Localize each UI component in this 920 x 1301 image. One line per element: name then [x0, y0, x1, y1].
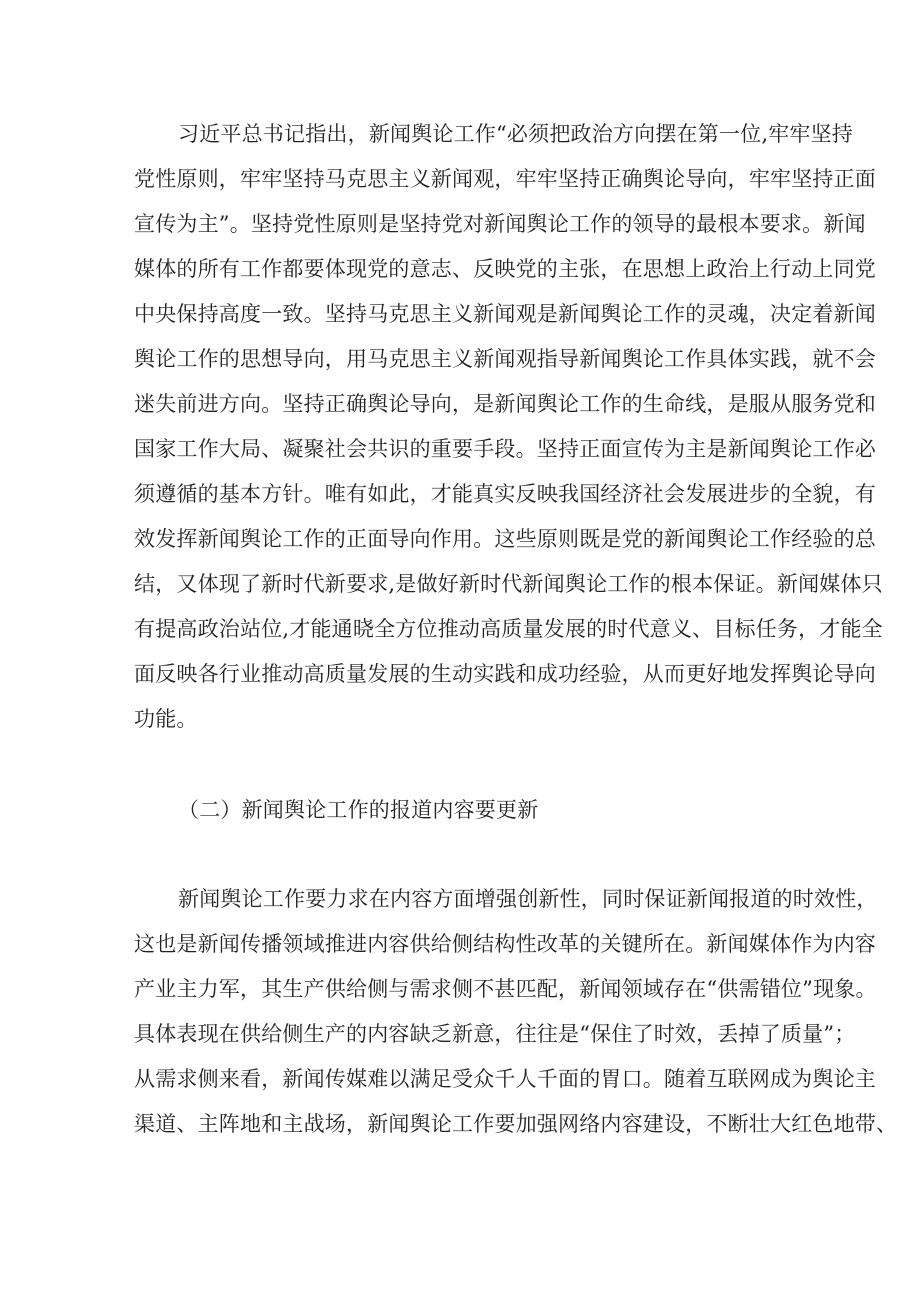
- paragraph-1-line: 国家工作大局、凝聚社会共识的重要手段。坚持正面宣传为主是新闻舆论工作必: [134, 437, 876, 461]
- paragraph-2-line: 具体表现在供给侧生产的内容缺乏新意，往往是“保住了时效，丢掉了质量”；: [134, 1022, 856, 1046]
- paragraph-2-line: 这也是新闻传播领域推进内容供给侧结构性改革的关键所在。新闻媒体作为内容: [134, 932, 876, 956]
- paragraph-2-line: 产业主力军，其生产供给侧与需求侧不甚匹配，新闻领域存在“供需错位”现象。: [134, 977, 877, 1001]
- section-heading: （二）新闻舆论工作的报道内容要更新: [178, 798, 539, 822]
- paragraph-2-line: 新闻舆论工作要力求在内容方面增强创新性，同时保证新闻报道的时效性，: [178, 887, 878, 911]
- paragraph-1-line: 功能。: [134, 707, 198, 731]
- paragraph-2-line: 从需求侧来看，新闻传媒难以满足受众千人千面的胃口。随着互联网成为舆论主: [134, 1067, 876, 1091]
- paragraph-1-line: 舆论工作的思想导向，用马克思主义新闻观指导新闻舆论工作具体实践，就不会: [134, 347, 876, 371]
- paragraph-1-line: 中央保持高度一致。坚持马克思主义新闻观是新闻舆论工作的灵魂，决定着新闻: [134, 302, 876, 326]
- paragraph-1-line: 党性原则，牢牢坚持马克思主义新闻观，牢牢坚持正确舆论导向，牢牢坚持正面: [134, 167, 876, 191]
- paragraph-1-line: 迷失前进方向。坚持正确舆论导向，是新闻舆论工作的生命线，是服从服务党和: [134, 392, 876, 416]
- paragraph-1-line: 宣传为主”。坚持党性原则是坚持党对新闻舆论工作的领导的最根本要求。新闻: [134, 212, 866, 236]
- paragraph-1-line: 结，又体现了新时代新要求,是做好新时代新闻舆论工作的根本保证。新闻媒体只: [134, 572, 883, 596]
- paragraph-1-line: 面反映各行业推动高质量发展的生动实践和成功经验，从而更好地发挥舆论导向: [134, 662, 876, 686]
- paragraph-2-line: 渠道、主阵地和主战场，新闻舆论工作要加强网络内容建设，不断壮大红色地带、: [134, 1112, 898, 1136]
- paragraph-1-line: 效发挥新闻舆论工作的正面导向作用。这些原则既是党的新闻舆论工作经验的总: [134, 527, 876, 551]
- paragraph-1-line: 有提高政治站位,才能通晓全方位推动高质量发展的时代意义、目标任务，才能全: [134, 617, 883, 641]
- paragraph-1-line: 习近平总书记指出，新闻舆论工作“必须把政治方向摆在第一位,牢牢坚持: [178, 122, 854, 146]
- paragraph-1-line: 媒体的所有工作都要体现党的意志、反映党的主张，在思想上政治上行动上同党: [134, 257, 876, 281]
- paragraph-1-line: 须遵循的基本方针。唯有如此，才能真实反映我国经济社会发展进步的全貌，有: [134, 482, 876, 506]
